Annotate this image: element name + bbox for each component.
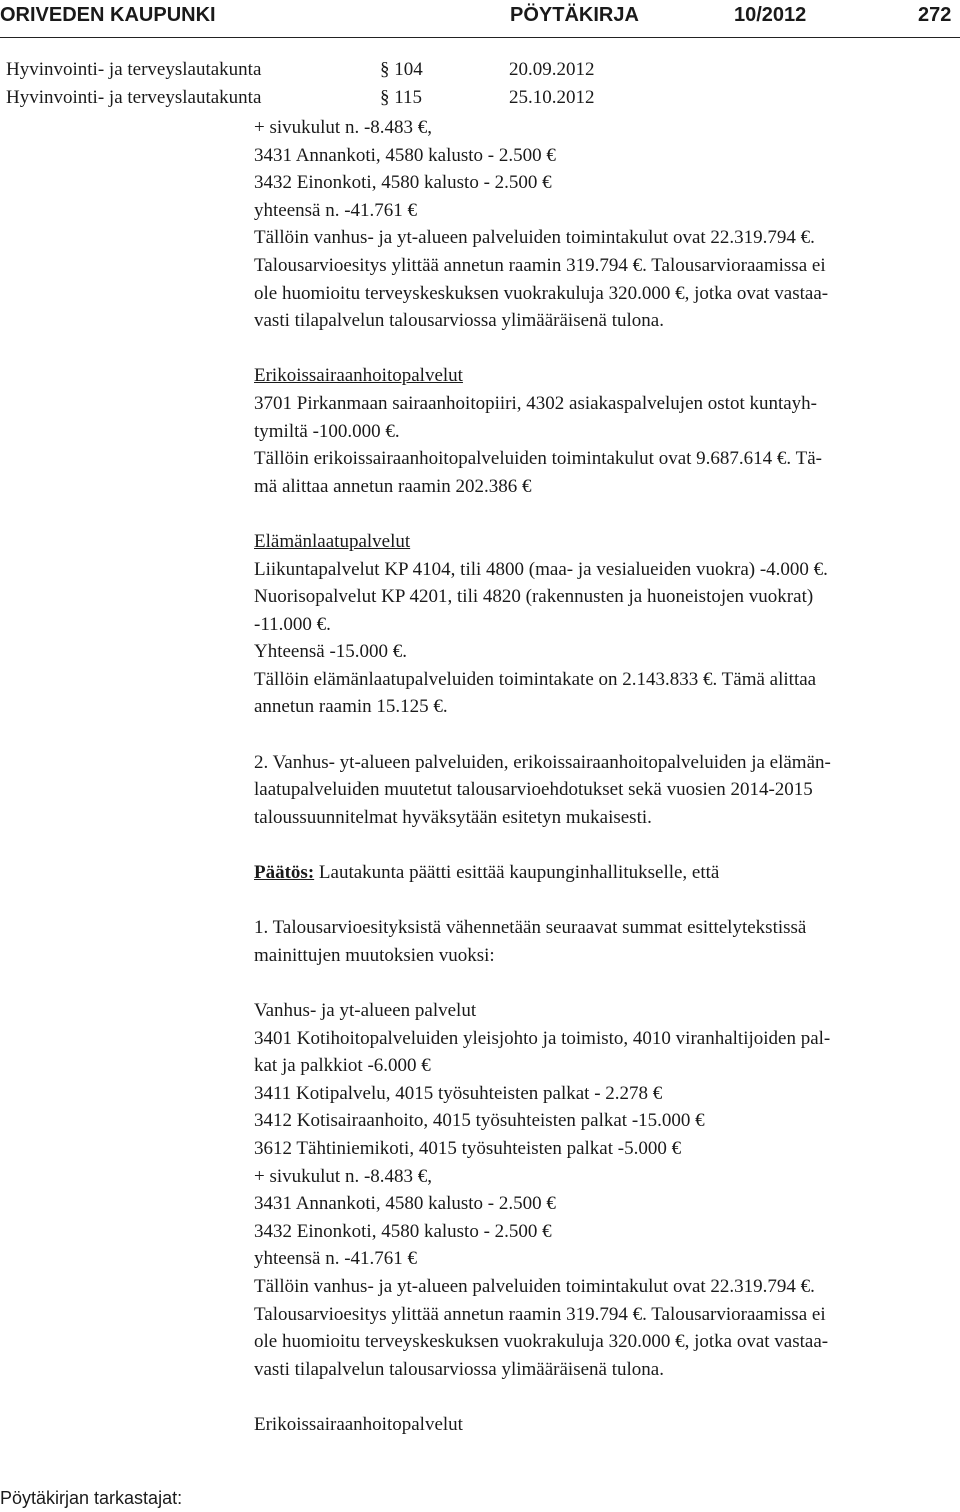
text-line: mä alittaa annetun raamin 202.386 € — [254, 475, 532, 497]
text-line: yhteensä n. -41.761 € — [254, 199, 418, 221]
reference-row — [0, 84, 960, 112]
reference-date: 25.10.2012 — [509, 87, 595, 108]
text-line: 2. Vanhus- yt-alueen palveluiden, erikoissairaanhoitopalveluiden ja elämän- — [254, 751, 831, 773]
text-line: Tällöin vanhus- ja yt-alueen palveluiden toimintakulut ovat 22.319.794 €. — [254, 227, 815, 249]
text-line: Nuorisopalvelut KP 4201, tili 4820 (rakennusten ja huoneistojen vuokrat) — [254, 586, 814, 608]
section-heading-erikoissairaanhoito-2: Erikoissairaanhoitopalvelut — [254, 1413, 463, 1435]
text-line: annetun raamin 15.125 €. — [254, 696, 448, 718]
text-line: 3432 Einonkoti, 4580 kalusto - 2.500 € — [254, 1220, 552, 1242]
text-line: 3431 Annankoti, 4580 kalusto - 2.500 € — [254, 144, 556, 166]
text-line: + sivukulut n. -8.483 €, — [254, 117, 433, 138]
text-line: + sivukulut n. -8.483 €, — [254, 1165, 433, 1187]
minutes-number: 10/2012 — [734, 4, 807, 26]
text-line: Talousarvioesitys ylittää annetun raamin 319.794 €. Talousarvioraamissa ei — [254, 254, 826, 276]
text-line: 3612 Tähtiniemikoti, 4015 työsuhteisten palkat -5.000 € — [254, 1137, 682, 1159]
text-line: ole huomioitu terveyskeskuksen vuokrakuluja 320.000 €, jotka ovat vastaa- — [254, 1331, 829, 1353]
text-line: tymiltä -100.000 €. — [254, 420, 400, 442]
decision-label: Päätös: — [254, 862, 315, 884]
text-line: 3411 Kotipalvelu, 4015 työsuhteisten palkat - 2.278 € — [254, 1082, 663, 1104]
text-line: Tällöin vanhus- ja yt-alueen palveluiden toimintakulut ovat 22.319.794 €. — [254, 1275, 815, 1297]
organization-name: ORIVEDEN KAUPUNKI — [0, 4, 216, 26]
reference-body: Hyvinvointi- ja terveyslautakunta — [6, 59, 262, 80]
reference-date: 20.09.2012 — [509, 59, 595, 80]
text-line: vasti tilapalvelun talousarviossa ylimääräisenä tulona. — [254, 1358, 664, 1380]
text-line: 3401 Kotihoitopalveluiden yleisjohto ja toimisto, 4010 viranhaltijoiden pal- — [254, 1027, 831, 1049]
text-line: ole huomioitu terveyskeskuksen vuokrakuluja 320.000 €, jotka ovat vastaa- — [254, 282, 829, 304]
text-line: taloussuunnitelmat hyväksytään esitetyn mukaisesti. — [254, 806, 652, 828]
text-line: kat ja palkkiot -6.000 € — [254, 1055, 431, 1077]
text-line: 3432 Einonkoti, 4580 kalusto - 2.500 € — [254, 172, 552, 194]
text-line: 1. Talousarvioesityksistä vähennetään seuraavat summat esittelytekstissä — [254, 917, 807, 939]
section-heading-vanhus: Vanhus- ja yt-alueen palvelut — [254, 1000, 477, 1021]
reference-row — [0, 56, 960, 84]
document-header — [0, 0, 960, 30]
decision-line — [254, 859, 958, 887]
reference-section: § 104 — [380, 59, 423, 80]
text-line: Tällöin elämänlaatupalveluiden toimintakate on 2.143.833 €. Tämä alittaa — [254, 668, 817, 690]
page-number: 272 — [918, 4, 952, 26]
document-type: PÖYTÄKIRJA — [510, 4, 639, 26]
text-line: 3431 Annankoti, 4580 kalusto - 2.500 € — [254, 1193, 556, 1215]
text-line: Yhteensä -15.000 €. — [254, 641, 408, 663]
text-line: yhteensä n. -41.761 € — [254, 1248, 418, 1270]
minutes-checkers-label: Pöytäkirjan tarkastajat: — [0, 1488, 183, 1508]
section-heading-elamanlaatu: Elämänlaatupalvelut — [254, 530, 411, 552]
text-line: 3412 Kotisairaanhoito, 4015 työsuhteisten palkat -15.000 € — [254, 1110, 705, 1132]
text-line: laatupalveluiden muutetut talousarvioehdotukset sekä vuosien 2014-2015 — [254, 779, 813, 801]
text-line: Liikuntapalvelut KP 4104, tili 4800 (maa- ja vesialueiden vuokra) -4.000 €. — [254, 558, 828, 580]
text-line: Talousarvioesitys ylittää annetun raamin 319.794 €. Talousarvioraamissa ei — [254, 1303, 826, 1325]
text-line: -11.000 €. — [254, 613, 331, 635]
reference-body: Hyvinvointi- ja terveyslautakunta — [6, 87, 262, 108]
text-line: 3701 Pirkanmaan sairaanhoitopiiri, 4302 asiakaspalvelujen ostot kuntayh- — [254, 392, 818, 414]
section-heading-erikoissairaanhoito: Erikoissairaanhoitopalvelut — [254, 365, 463, 387]
text-line: vasti tilapalvelun talousarviossa ylimääräisenä tulona. — [254, 310, 664, 332]
text-line: mainittujen muutoksien vuoksi: — [254, 944, 495, 966]
header-divider — [0, 37, 960, 38]
decision-text: Lautakunta päätti esittää kaupunginhallitukselle, että — [314, 862, 720, 884]
budget-paragraph — [254, 114, 958, 335]
minutes-body — [254, 114, 958, 1439]
reference-section: § 115 — [380, 87, 423, 108]
text-line: Tällöin erikoissairaanhoitopalveluiden toimintakulut ovat 9.687.614 €. Tä- — [254, 448, 822, 470]
